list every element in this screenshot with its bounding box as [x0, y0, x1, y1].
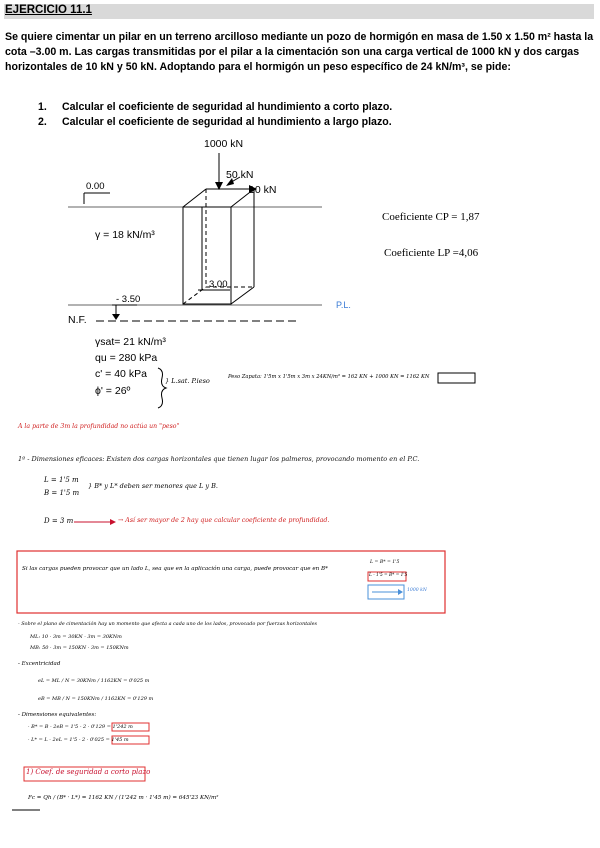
hw-side-note: } L.sat. P.ieso	[165, 377, 210, 385]
hw-m2: MB: 50 · 3m = 150KN · 3m = 150KNm	[30, 645, 129, 651]
hw-d-label: D = 3 m	[44, 517, 74, 525]
level-nf-value: - 3.50	[116, 294, 141, 305]
task-item: 2. Calcular el coeficiente de seguridad al hundimiento a largo plazo.	[38, 115, 392, 128]
hw-note-2: 1º - Dimensiones eficaces: Existen dos cargas horizontales que tienen lugar los palmeros, provocando momento en el P.C.	[18, 455, 420, 463]
task-item: 1. Calcular el coeficiente de seguridad al hundimiento a corto plazo.	[38, 101, 393, 113]
hw-dims-note: } B* y L* deben ser menores que L y B.	[88, 482, 218, 490]
hw-d-note: → Así ser mayor de 2 hay que calcular coeficiente de profundidad.	[118, 517, 330, 524]
hw-box-r2: L - 1'5 = B* = 1'5	[369, 573, 408, 578]
hw-m-note: - Sobre el plano de cimentación hay un momento que afecta a cada uno de los lados, provocado por fuerzas horizontales	[18, 621, 318, 627]
result-cp: Coeficiente CP = 1,87	[382, 211, 480, 223]
phi-label: ϕ' = 26º	[95, 385, 131, 397]
hw-d2: · L* = L - 2eL = 1'5 - 2 · 0'025 = 1'45 m	[28, 737, 129, 743]
exercise-title: EJERCICIO 11.1	[5, 4, 92, 16]
load-vertical-label: 1000 kN	[204, 138, 244, 150]
gamma-label: γ = 18 kN/m³	[95, 229, 155, 241]
qu-label: qu = 280 kPa	[95, 352, 158, 364]
hw-box-r3: 1000 kN	[407, 588, 427, 593]
hw-e1: eL = ML / N = 30KNm / 1162KN = 0'025 m	[38, 678, 150, 684]
hw-box-text: Si las cargas pueden provocar que un lado L, sea que en la aplicación una carga, puede provocar que en B*	[22, 566, 328, 572]
hw-dims-b: B = 1'5 m	[44, 489, 80, 497]
hw-d1: · B* = B - 2eB = 1'5 - 2 · 0'129 = 1'242 m	[28, 724, 133, 730]
problem-statement: Se quiere cimentar un pilar en un terreno arcilloso mediante un pozo de hormigón en masa de 1.50 x 1.50 m² hasta la cota –3.00 m. Las cargas transmitidas por el pilar a la cimentación son una carga vertical de 1000 kN y dos cargas horizontales de 10 kN y 50 kN. Adoptando para el hormigón un peso específico de 24 kN/m³, se pide:	[5, 31, 594, 73]
hw-formula-1: Fc = Qh / (B* · L*) = 1162 KN / (1'242 m · 1'45 m) = 645'23 KN/m²	[28, 795, 219, 801]
hw-e2: eB = MB / N = 150KNm / 1162KN = 0'129 m	[38, 696, 154, 702]
hw-box-r1: L = B* = 1'5	[370, 560, 400, 565]
plz-mark: P.L.	[336, 300, 351, 310]
nf-label: N.F.	[68, 314, 87, 326]
load-h2-label: 10 kN	[249, 184, 277, 196]
depth-label: 3.00	[209, 279, 228, 290]
hw-peso-line: Peso Zapata: 1'5m x 1'5m x 3m x 24KN/m³ = 162 KN + 1000 KN = 1162 KN	[228, 374, 430, 380]
hw-dims-l: L = 1'5 m	[44, 476, 79, 484]
level-top-label: 0.00	[86, 181, 105, 192]
hw-m1: ML: 10 · 3m = 30KN · 3m = 30KNm	[30, 634, 122, 640]
c-label: c' = 40 kPa	[95, 368, 147, 380]
hw-section-1: 1) Coef. de seguridad a corto plazo	[26, 768, 151, 776]
gamma-sat-label: γsat= 21 kN/m³	[95, 336, 166, 348]
load-h1-label: 50 kN	[226, 169, 254, 181]
hw-note-1: A la parte de 3m la profundidad no actúa un "peso"	[18, 423, 180, 430]
hw-exc: - Excentricidad	[18, 661, 61, 667]
result-lp: Coeficiente LP =4,06	[384, 247, 479, 259]
hw-dim-eq: - Dimensiones equivalentes:	[18, 712, 97, 718]
